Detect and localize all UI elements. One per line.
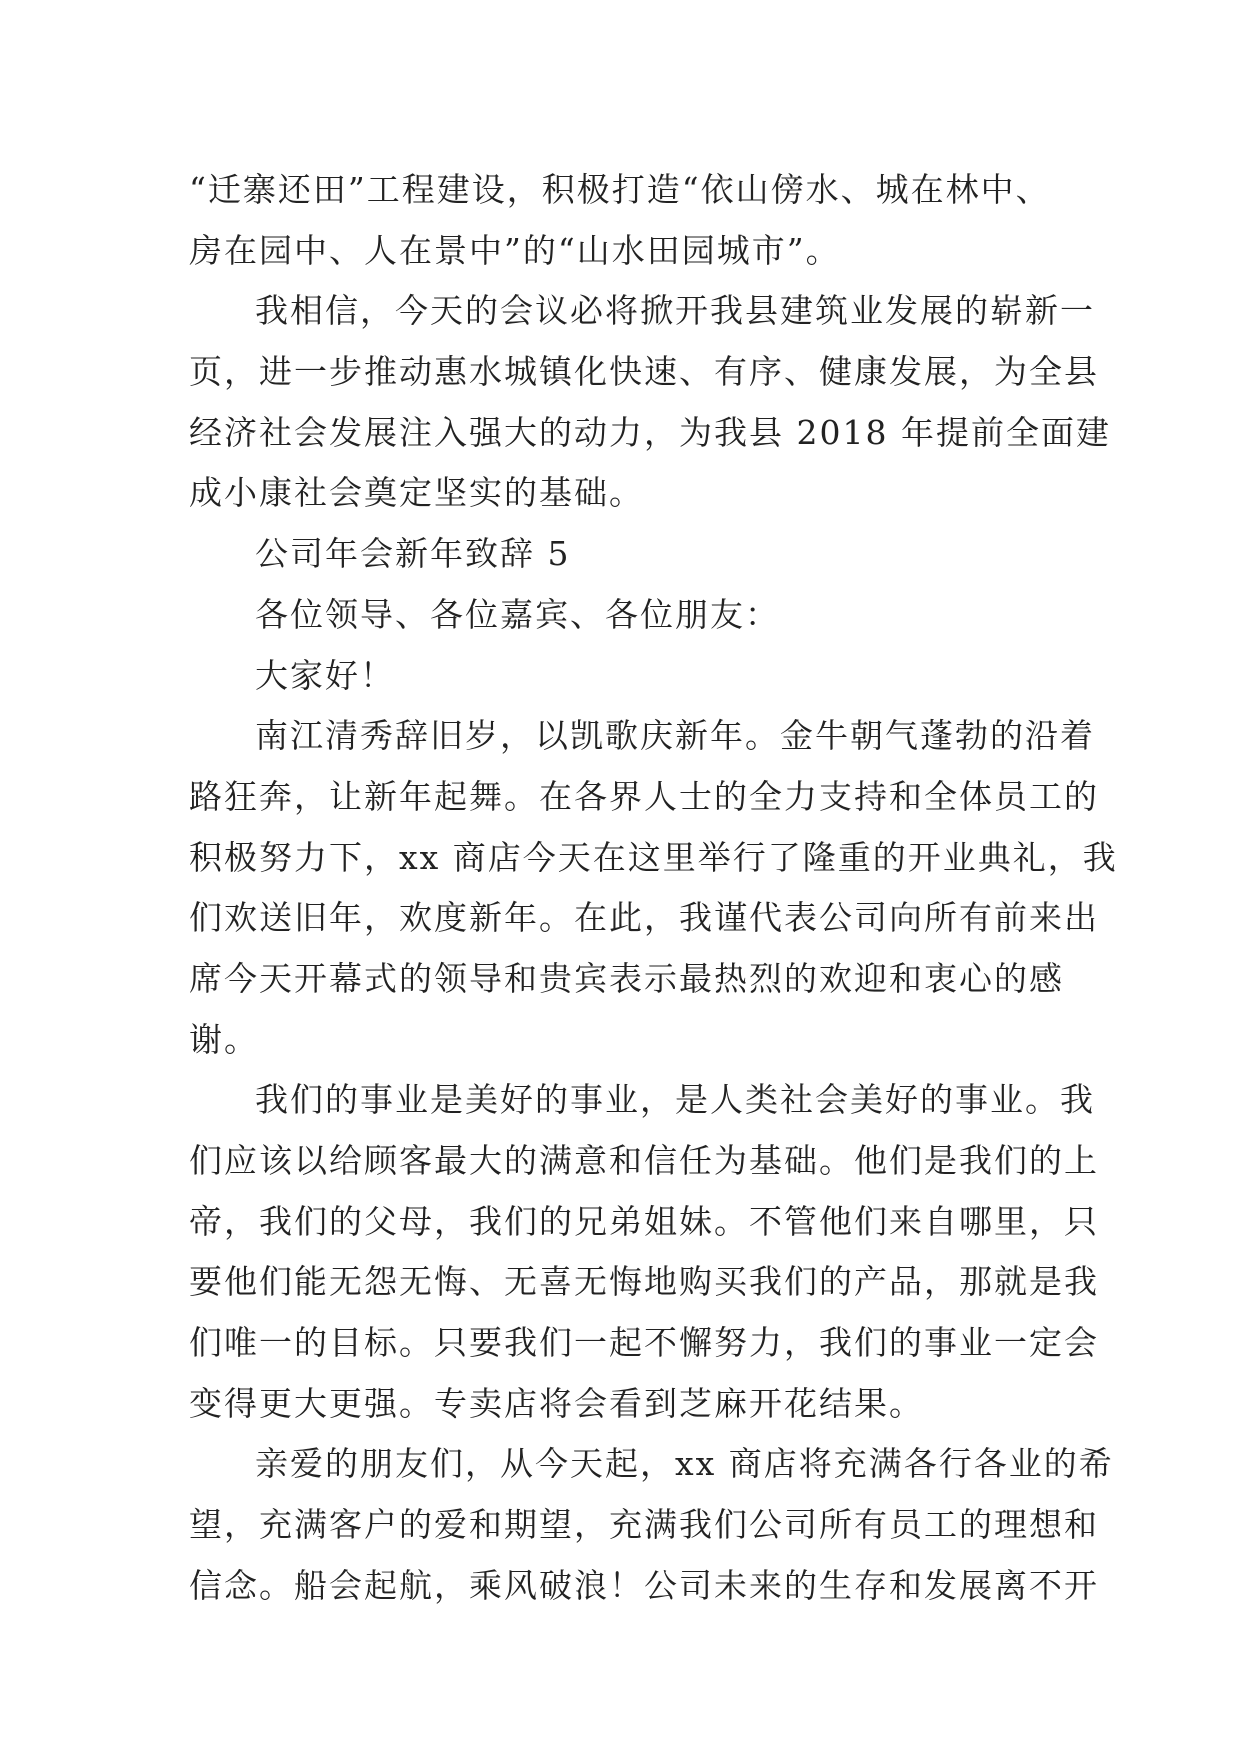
text-line: 帝，我们的父母，我们的兄弟姐妹。不管他们来自哪里，只 [189,1201,1099,1241]
text-line: 变得更大更强。专卖店将会看到芝麻开花结果。 [189,1383,924,1423]
text-line: “迁寨还田”工程建设，积极打造“依山傍水、城在林中、 [189,170,1051,209]
text-line: 路狂奔，让新年起舞。在各界人士的全力支持和全体员工的 [189,776,1099,816]
document-body [189,160,1118,1617]
paragraph-start-line: 我相信，今天的会议必将掀开我县建筑业发展的崭新一 [255,291,1095,331]
text-line: 望，充满客户的爱和期望，充满我们公司所有员工的理想和 [189,1505,1099,1545]
paragraph-start-line: 南江清秀辞旧岁，以凯歌庆新年。金牛朝气蓬勃的沿着 [255,716,1095,756]
greeting-line: 大家好！ [255,655,395,695]
paragraph-start-line: 我们的事业是美好的事业，是人类社会美好的事业。我 [255,1080,1095,1120]
text-line: 席今天开幕式的领导和贵宾表示最热烈的欢迎和衷心的感 [189,958,1064,998]
text-line: 信念。船会起航，乘风破浪！公司未来的生存和发展离不开 [189,1565,1099,1605]
text-line: 经济社会发展注入强大的动力，为我县 2018 年提前全面建 [189,412,1111,452]
text-line: 谢。 [189,1019,259,1059]
paragraph-start-line: 亲爱的朋友们，从今天起，xx 商店将充满各行各业的希 [255,1444,1114,1484]
text-line: 页，进一步推动惠水城镇化快速、有序、健康发展，为全县 [189,352,1099,392]
section-heading: 公司年会新年致辞 5 [255,534,571,574]
text-line: 们唯一的目标。只要我们一起不懈努力，我们的事业一定会 [189,1323,1099,1363]
text-line: 积极努力下，xx 商店今天在这里举行了隆重的开业典礼，我 [189,837,1118,877]
text-line: 们应该以给顾客最大的满意和信任为基础。他们是我们的上 [189,1141,1099,1180]
text-line: 房在园中、人在景中”的“山水田园城市”。 [189,230,841,270]
text-line: 们欢送旧年，欢度新年。在此，我谨代表公司向所有前来出 [189,898,1099,938]
text-line: 成小康社会奠定坚实的基础。 [189,473,644,513]
salutation-line: 各位领导、各位嘉宾、各位朋友： [255,594,780,634]
text-line: 要他们能无怨无悔、无喜无悔地购买我们的产品，那就是我 [189,1262,1099,1302]
